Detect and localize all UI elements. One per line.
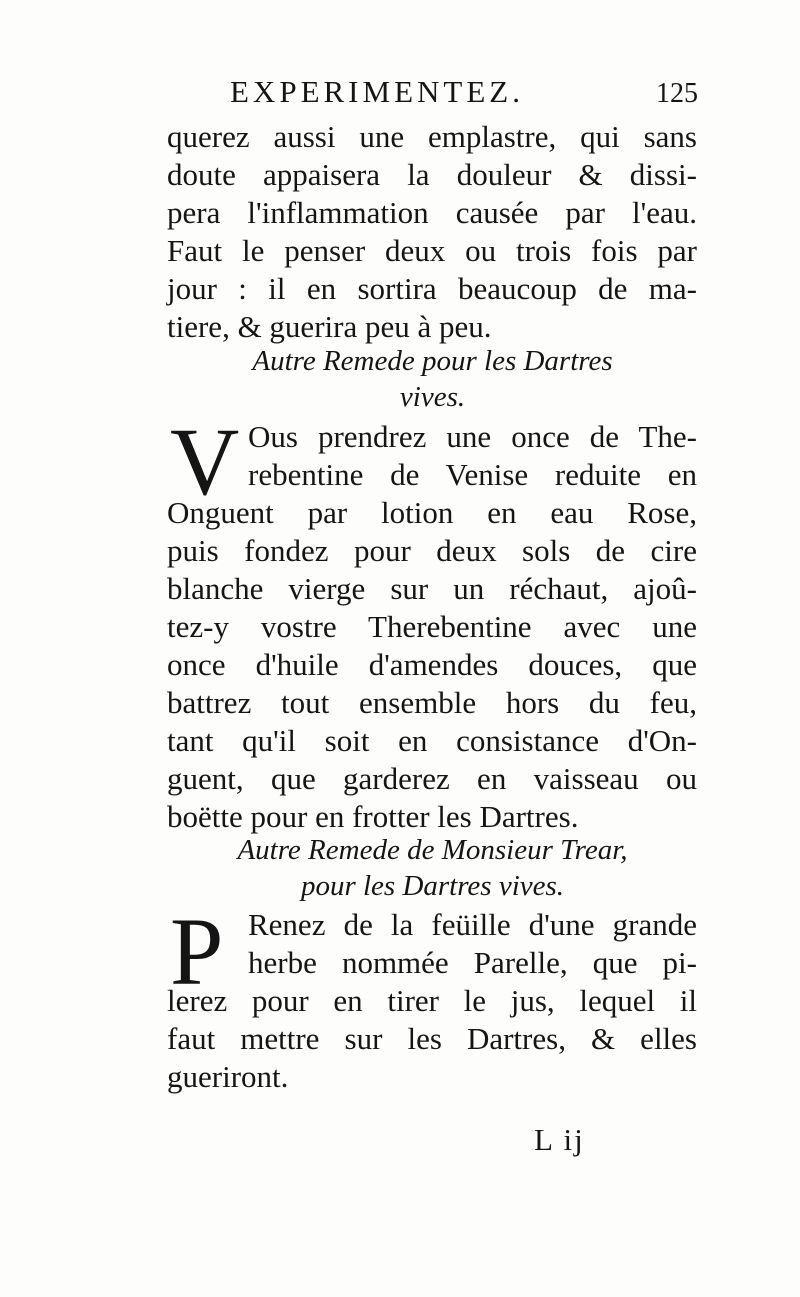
drop-capital: V <box>170 408 240 515</box>
signature-mark: L ij <box>534 1122 585 1157</box>
text-line: tant qu'il soit en consistance d'On- <box>167 723 697 758</box>
text-line: once d'huile d'amendes douces, que <box>167 647 697 682</box>
text-line: battrez tout ensemble hors du feu, <box>167 685 697 720</box>
text-line: Onguent par lotion en eau Rose, <box>167 495 697 530</box>
section-heading: Autre Remede pour les Dartres <box>252 345 613 377</box>
text-line: lerez pour en tirer le jus, lequel il <box>167 983 697 1018</box>
text-line: Renez de la feüille d'une grande <box>248 907 697 942</box>
text-line: faut mettre sur les Dartres, & elles <box>167 1021 697 1056</box>
page-number: 125 <box>656 78 698 109</box>
text-line: blanche vierge sur un réchaut, ajoû- <box>167 571 697 606</box>
text-line: guent, que garderez en vaisseau ou <box>167 761 697 796</box>
text-line: jour : il en sortira beaucoup de ma- <box>167 271 697 306</box>
text-line: gueriront. <box>167 1059 289 1094</box>
drop-capital: P <box>170 898 224 1005</box>
text-line: tiere, & guerira peu à peu. <box>167 309 492 344</box>
text-line: Ous prendrez une once de The- <box>248 419 697 454</box>
text-line: puis fondez pour deux sols de cire <box>167 533 697 568</box>
section-heading: Autre Remede de Monsieur Trear, <box>237 834 628 866</box>
text-line: boëtte pour en frotter les Dartres. <box>167 799 579 834</box>
text-line: pera l'inflammation causée par l'eau. <box>167 195 697 230</box>
page-header <box>160 74 700 114</box>
text-line: querez aussi une emplastre, qui sans <box>167 119 697 154</box>
text-line: Faut le penser deux ou trois fois par <box>167 233 697 268</box>
text-line: rebentine de Venise reduite en <box>248 457 697 492</box>
section-heading-continued: vives. <box>399 381 466 413</box>
text-line: herbe nommée Parelle, que pi- <box>248 945 697 980</box>
section-heading-continued: pour les Dartres vives. <box>300 870 565 902</box>
running-head: EXPERIMENTEZ. <box>230 74 524 109</box>
text-line: doute appaisera la douleur & dissi- <box>167 157 697 192</box>
text-line: tez-y vostre Therebentine avec une <box>167 609 697 644</box>
